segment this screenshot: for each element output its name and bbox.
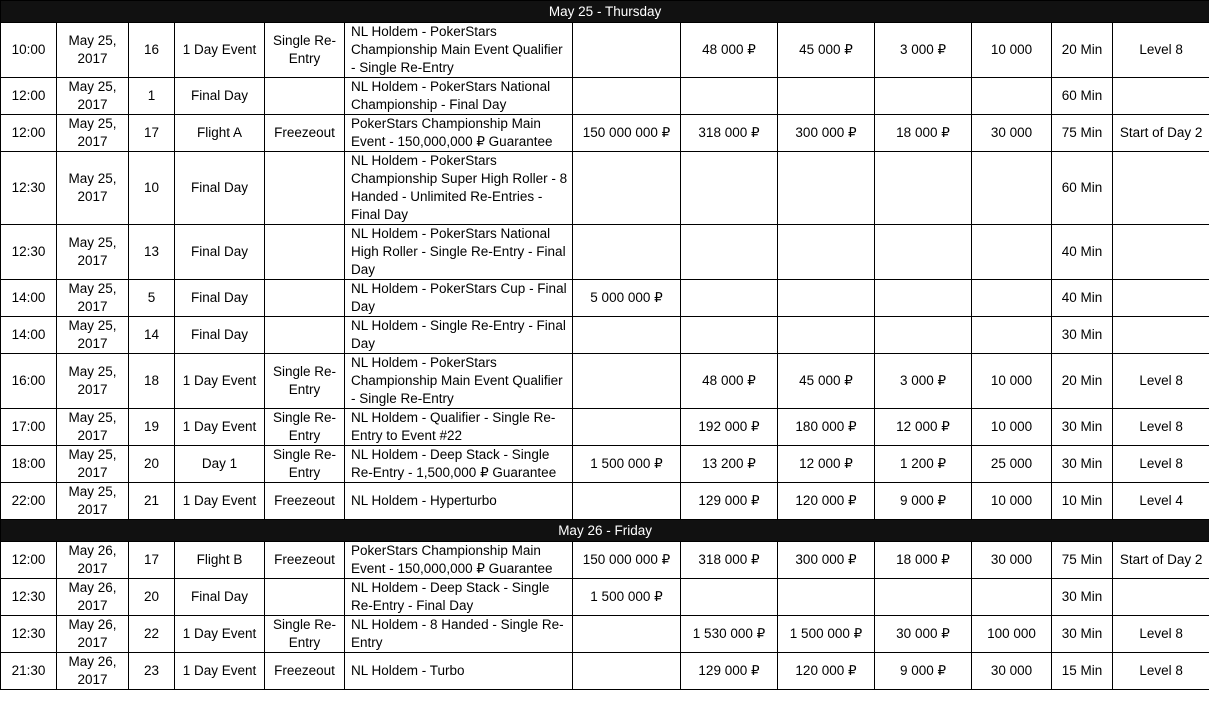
guarantee-cell xyxy=(573,152,681,225)
table-row xyxy=(1,446,1209,483)
date-cell: May 25, 2017 xyxy=(57,317,129,354)
event-name-cell: NL Holdem - Single Re-Entry - Final Day xyxy=(345,317,573,354)
event-number-cell: 19 xyxy=(129,409,175,446)
prize-pool-cell: 300 000 ₽ xyxy=(778,542,875,579)
fee-cell: 3 000 ₽ xyxy=(875,23,972,78)
event-number-cell: 17 xyxy=(129,115,175,152)
buy-in-cell xyxy=(681,78,778,115)
table-row xyxy=(1,409,1209,446)
late-registration-cell: Level 8 xyxy=(1113,409,1209,446)
table-row xyxy=(1,78,1209,115)
stage-cell: 1 Day Event xyxy=(175,23,265,78)
event-number-cell: 16 xyxy=(129,23,175,78)
starting-stack-cell: 25 000 xyxy=(972,446,1052,483)
event-name-cell: NL Holdem - PokerStars National High Roller - Single Re-Entry - Final Day xyxy=(345,225,573,280)
buy-in-cell: 192 000 ₽ xyxy=(681,409,778,446)
level-duration-cell: 30 Min xyxy=(1052,446,1113,483)
time-cell: 14:00 xyxy=(1,280,57,317)
format-cell xyxy=(265,225,345,280)
guarantee-cell: 5 000 000 ₽ xyxy=(573,280,681,317)
buy-in-cell: 1 530 000 ₽ xyxy=(681,616,778,653)
buy-in-cell: 13 200 ₽ xyxy=(681,446,778,483)
fee-cell xyxy=(875,78,972,115)
event-name-cell: NL Holdem - Turbo xyxy=(345,653,573,690)
starting-stack-cell xyxy=(972,579,1052,616)
table-row xyxy=(1,579,1209,616)
time-cell: 17:00 xyxy=(1,409,57,446)
prize-pool-cell xyxy=(778,317,875,354)
event-number-cell: 22 xyxy=(129,616,175,653)
level-duration-cell: 40 Min xyxy=(1052,280,1113,317)
format-cell: Freezeout xyxy=(265,115,345,152)
buy-in-cell: 129 000 ₽ xyxy=(681,653,778,690)
starting-stack-cell xyxy=(972,152,1052,225)
level-duration-cell: 60 Min xyxy=(1052,78,1113,115)
date-cell: May 25, 2017 xyxy=(57,78,129,115)
schedule-body xyxy=(1,1,1209,690)
format-cell xyxy=(265,579,345,616)
event-number-cell: 20 xyxy=(129,446,175,483)
format-cell: Freezeout xyxy=(265,542,345,579)
format-cell xyxy=(265,152,345,225)
starting-stack-cell: 10 000 xyxy=(972,23,1052,78)
time-cell: 22:00 xyxy=(1,483,57,520)
stage-cell: Final Day xyxy=(175,280,265,317)
event-name-cell: NL Holdem - Deep Stack - Single Re-Entry - Final Day xyxy=(345,579,573,616)
guarantee-cell: 150 000 000 ₽ xyxy=(573,115,681,152)
prize-pool-cell: 1 500 000 ₽ xyxy=(778,616,875,653)
event-number-cell: 20 xyxy=(129,579,175,616)
time-cell: 10:00 xyxy=(1,23,57,78)
buy-in-cell: 318 000 ₽ xyxy=(681,542,778,579)
stage-cell: Flight A xyxy=(175,115,265,152)
late-registration-cell xyxy=(1113,225,1209,280)
late-registration-cell: Level 8 xyxy=(1113,446,1209,483)
fee-cell: 3 000 ₽ xyxy=(875,354,972,409)
time-cell: 18:00 xyxy=(1,446,57,483)
event-name-cell: NL Holdem - PokerStars Championship Super High Roller - 8 Handed - Unlimited Re-Entries - Final Day xyxy=(345,152,573,225)
format-cell xyxy=(265,280,345,317)
table-row xyxy=(1,115,1209,152)
fee-cell: 18 000 ₽ xyxy=(875,542,972,579)
format-cell: Single Re-Entry xyxy=(265,409,345,446)
level-duration-cell: 30 Min xyxy=(1052,579,1113,616)
late-registration-cell xyxy=(1113,280,1209,317)
event-number-cell: 14 xyxy=(129,317,175,354)
prize-pool-cell xyxy=(778,152,875,225)
table-row xyxy=(1,542,1209,579)
late-registration-cell: Start of Day 2 xyxy=(1113,542,1209,579)
level-duration-cell: 30 Min xyxy=(1052,409,1113,446)
event-number-cell: 21 xyxy=(129,483,175,520)
table-row xyxy=(1,317,1209,354)
stage-cell: 1 Day Event xyxy=(175,354,265,409)
stage-cell: Final Day xyxy=(175,225,265,280)
fee-cell: 9 000 ₽ xyxy=(875,483,972,520)
time-cell: 12:00 xyxy=(1,78,57,115)
event-number-cell: 17 xyxy=(129,542,175,579)
day-header-row xyxy=(1,1,1209,23)
date-cell: May 25, 2017 xyxy=(57,225,129,280)
guarantee-cell xyxy=(573,317,681,354)
prize-pool-cell: 180 000 ₽ xyxy=(778,409,875,446)
event-name-cell: PokerStars Championship Main Event - 150,000,000 ₽ Guarantee xyxy=(345,115,573,152)
level-duration-cell: 60 Min xyxy=(1052,152,1113,225)
event-number-cell: 18 xyxy=(129,354,175,409)
late-registration-cell xyxy=(1113,317,1209,354)
level-duration-cell: 15 Min xyxy=(1052,653,1113,690)
starting-stack-cell: 30 000 xyxy=(972,653,1052,690)
late-registration-cell: Level 4 xyxy=(1113,483,1209,520)
stage-cell: Final Day xyxy=(175,152,265,225)
event-number-cell: 1 xyxy=(129,78,175,115)
format-cell: Single Re-Entry xyxy=(265,23,345,78)
buy-in-cell xyxy=(681,152,778,225)
event-number-cell: 5 xyxy=(129,280,175,317)
guarantee-cell xyxy=(573,23,681,78)
event-number-cell: 10 xyxy=(129,152,175,225)
format-cell: Freezeout xyxy=(265,653,345,690)
date-cell: May 26, 2017 xyxy=(57,653,129,690)
starting-stack-cell xyxy=(972,280,1052,317)
prize-pool-cell xyxy=(778,78,875,115)
fee-cell: 9 000 ₽ xyxy=(875,653,972,690)
starting-stack-cell: 10 000 xyxy=(972,409,1052,446)
event-name-cell: NL Holdem - PokerStars Cup - Final Day xyxy=(345,280,573,317)
buy-in-cell xyxy=(681,317,778,354)
day-header-row xyxy=(1,520,1209,542)
late-registration-cell: Level 8 xyxy=(1113,653,1209,690)
stage-cell: 1 Day Event xyxy=(175,616,265,653)
event-name-cell: NL Holdem - Deep Stack - Single Re-Entry - 1,500,000 ₽ Guarantee xyxy=(345,446,573,483)
late-registration-cell: Level 8 xyxy=(1113,616,1209,653)
late-registration-cell xyxy=(1113,78,1209,115)
date-cell: May 26, 2017 xyxy=(57,542,129,579)
event-number-cell: 13 xyxy=(129,225,175,280)
stage-cell: Final Day xyxy=(175,317,265,354)
buy-in-cell xyxy=(681,280,778,317)
starting-stack-cell: 10 000 xyxy=(972,354,1052,409)
buy-in-cell: 129 000 ₽ xyxy=(681,483,778,520)
level-duration-cell: 40 Min xyxy=(1052,225,1113,280)
format-cell: Single Re-Entry xyxy=(265,446,345,483)
day-header: May 25 - Thursday xyxy=(1,1,1209,23)
starting-stack-cell: 10 000 xyxy=(972,483,1052,520)
fee-cell: 1 200 ₽ xyxy=(875,446,972,483)
date-cell: May 25, 2017 xyxy=(57,483,129,520)
starting-stack-cell xyxy=(972,78,1052,115)
time-cell: 14:00 xyxy=(1,317,57,354)
level-duration-cell: 20 Min xyxy=(1052,23,1113,78)
buy-in-cell: 48 000 ₽ xyxy=(681,354,778,409)
prize-pool-cell: 300 000 ₽ xyxy=(778,115,875,152)
prize-pool-cell xyxy=(778,579,875,616)
prize-pool-cell: 45 000 ₽ xyxy=(778,354,875,409)
buy-in-cell xyxy=(681,225,778,280)
stage-cell: 1 Day Event xyxy=(175,653,265,690)
time-cell: 12:00 xyxy=(1,115,57,152)
late-registration-cell: Level 8 xyxy=(1113,23,1209,78)
prize-pool-cell: 12 000 ₽ xyxy=(778,446,875,483)
starting-stack-cell: 30 000 xyxy=(972,115,1052,152)
event-name-cell: NL Holdem - Qualifier - Single Re-Entry to Event #22 xyxy=(345,409,573,446)
guarantee-cell: 150 000 000 ₽ xyxy=(573,542,681,579)
date-cell: May 25, 2017 xyxy=(57,446,129,483)
time-cell: 12:30 xyxy=(1,225,57,280)
starting-stack-cell: 100 000 xyxy=(972,616,1052,653)
level-duration-cell: 30 Min xyxy=(1052,616,1113,653)
fee-cell xyxy=(875,280,972,317)
format-cell: Single Re-Entry xyxy=(265,616,345,653)
buy-in-cell: 318 000 ₽ xyxy=(681,115,778,152)
time-cell: 12:30 xyxy=(1,152,57,225)
stage-cell: 1 Day Event xyxy=(175,483,265,520)
table-row xyxy=(1,23,1209,78)
date-cell: May 25, 2017 xyxy=(57,354,129,409)
late-registration-cell xyxy=(1113,579,1209,616)
fee-cell xyxy=(875,152,972,225)
event-name-cell: NL Holdem - PokerStars Championship Main Event Qualifier - Single Re-Entry xyxy=(345,354,573,409)
event-name-cell: NL Holdem - 8 Handed - Single Re-Entry xyxy=(345,616,573,653)
guarantee-cell xyxy=(573,653,681,690)
table-row xyxy=(1,354,1209,409)
prize-pool-cell: 45 000 ₽ xyxy=(778,23,875,78)
stage-cell: 1 Day Event xyxy=(175,409,265,446)
guarantee-cell xyxy=(573,354,681,409)
stage-cell: Day 1 xyxy=(175,446,265,483)
table-row xyxy=(1,483,1209,520)
date-cell: May 25, 2017 xyxy=(57,115,129,152)
starting-stack-cell xyxy=(972,317,1052,354)
date-cell: May 26, 2017 xyxy=(57,616,129,653)
time-cell: 16:00 xyxy=(1,354,57,409)
day-header: May 26 - Friday xyxy=(1,520,1209,542)
late-registration-cell: Start of Day 2 xyxy=(1113,115,1209,152)
table-row xyxy=(1,616,1209,653)
fee-cell: 18 000 ₽ xyxy=(875,115,972,152)
time-cell: 12:30 xyxy=(1,579,57,616)
stage-cell: Final Day xyxy=(175,579,265,616)
level-duration-cell: 75 Min xyxy=(1052,542,1113,579)
event-number-cell: 23 xyxy=(129,653,175,690)
prize-pool-cell xyxy=(778,280,875,317)
prize-pool-cell: 120 000 ₽ xyxy=(778,483,875,520)
table-row xyxy=(1,653,1209,690)
buy-in-cell xyxy=(681,579,778,616)
late-registration-cell xyxy=(1113,152,1209,225)
starting-stack-cell xyxy=(972,225,1052,280)
starting-stack-cell: 30 000 xyxy=(972,542,1052,579)
guarantee-cell: 1 500 000 ₽ xyxy=(573,446,681,483)
format-cell xyxy=(265,78,345,115)
level-duration-cell: 30 Min xyxy=(1052,317,1113,354)
guarantee-cell xyxy=(573,483,681,520)
date-cell: May 25, 2017 xyxy=(57,409,129,446)
buy-in-cell: 48 000 ₽ xyxy=(681,23,778,78)
fee-cell xyxy=(875,579,972,616)
stage-cell: Flight B xyxy=(175,542,265,579)
event-name-cell: NL Holdem - PokerStars National Championship - Final Day xyxy=(345,78,573,115)
late-registration-cell: Level 8 xyxy=(1113,354,1209,409)
guarantee-cell xyxy=(573,225,681,280)
guarantee-cell: 1 500 000 ₽ xyxy=(573,579,681,616)
fee-cell: 30 000 ₽ xyxy=(875,616,972,653)
guarantee-cell xyxy=(573,78,681,115)
format-cell xyxy=(265,317,345,354)
prize-pool-cell: 120 000 ₽ xyxy=(778,653,875,690)
event-name-cell: NL Holdem - Hyperturbo xyxy=(345,483,573,520)
date-cell: May 26, 2017 xyxy=(57,579,129,616)
prize-pool-cell xyxy=(778,225,875,280)
fee-cell xyxy=(875,225,972,280)
level-duration-cell: 75 Min xyxy=(1052,115,1113,152)
time-cell: 21:30 xyxy=(1,653,57,690)
fee-cell xyxy=(875,317,972,354)
level-duration-cell: 10 Min xyxy=(1052,483,1113,520)
time-cell: 12:00 xyxy=(1,542,57,579)
fee-cell: 12 000 ₽ xyxy=(875,409,972,446)
table-row xyxy=(1,280,1209,317)
date-cell: May 25, 2017 xyxy=(57,152,129,225)
date-cell: May 25, 2017 xyxy=(57,280,129,317)
event-name-cell: PokerStars Championship Main Event - 150,000,000 ₽ Guarantee xyxy=(345,542,573,579)
format-cell: Freezeout xyxy=(265,483,345,520)
format-cell: Single Re-Entry xyxy=(265,354,345,409)
stage-cell: Final Day xyxy=(175,78,265,115)
time-cell: 12:30 xyxy=(1,616,57,653)
date-cell: May 25, 2017 xyxy=(57,23,129,78)
guarantee-cell xyxy=(573,616,681,653)
event-name-cell: NL Holdem - PokerStars Championship Main Event Qualifier - Single Re-Entry xyxy=(345,23,573,78)
level-duration-cell: 20 Min xyxy=(1052,354,1113,409)
table-row xyxy=(1,225,1209,280)
guarantee-cell xyxy=(573,409,681,446)
table-row xyxy=(1,152,1209,225)
